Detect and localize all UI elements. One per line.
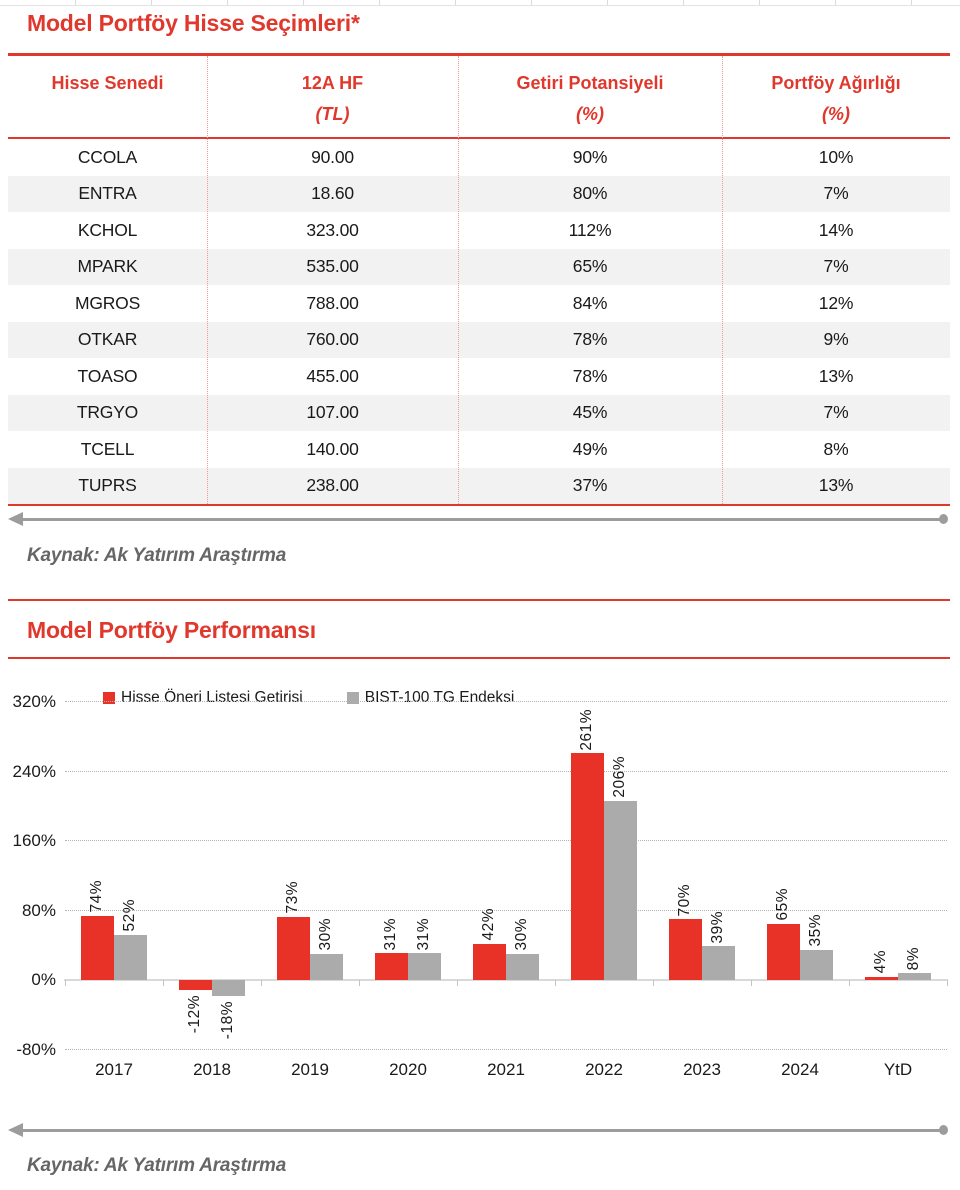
ticker-cell: MGROS [74, 292, 141, 313]
ticker-cell: MPARK [77, 256, 138, 277]
column-separator [722, 56, 723, 504]
value-cell: 37% [572, 475, 608, 496]
ticker-cell: CCOLA [77, 146, 138, 167]
bar-value-label: 35% [806, 914, 824, 947]
chart-bar [408, 953, 441, 980]
legend-item [347, 689, 515, 707]
chart-bar [702, 946, 735, 980]
value-cell: 14% [818, 219, 854, 240]
axis-tick [947, 980, 948, 986]
chart-bar [506, 954, 539, 980]
title-underline [8, 657, 950, 659]
value-cell: 238.00 [306, 475, 359, 496]
range-arrow [8, 512, 948, 526]
spreadsheet-grid-strip [0, 0, 960, 6]
bar-value-label: 65% [773, 888, 791, 921]
value-cell: 45% [572, 402, 608, 423]
value-cell: 78% [572, 329, 608, 350]
y-axis-tick-label: 80% [21, 900, 56, 920]
bar-value-label: 74% [87, 880, 105, 913]
value-cell: 90.00 [311, 146, 354, 167]
gridline [65, 840, 947, 841]
x-axis-category-label: YtD [883, 1060, 913, 1079]
ticker-cell: TCELL [80, 438, 135, 459]
value-cell: 78% [572, 365, 608, 386]
table-row [8, 322, 950, 359]
chart-bar [277, 917, 310, 980]
legend-swatch-icon [347, 692, 359, 704]
value-cell: 760.00 [306, 329, 359, 350]
section-divider [8, 599, 950, 601]
range-arrow [8, 1123, 948, 1137]
chart-bar [375, 953, 408, 980]
value-cell: 10% [818, 146, 854, 167]
value-cell: 112% [568, 219, 612, 240]
section2-title: Model Portföy Performansı [27, 617, 316, 643]
bar-value-label: 261% [577, 708, 595, 751]
arrow-shaft [17, 1129, 943, 1132]
chart-bar [898, 973, 931, 980]
gridline [65, 1049, 947, 1050]
value-cell: 535.00 [306, 256, 359, 277]
arrow-end-dot-icon [939, 1125, 948, 1135]
value-cell: 13% [818, 365, 854, 386]
header-line2: (TL) [315, 104, 350, 124]
axis-tick [65, 980, 66, 986]
bar-value-label: 42% [479, 907, 497, 941]
table-body [8, 139, 950, 504]
ticker-cell: OTKAR [77, 329, 138, 350]
column-separator [207, 56, 208, 504]
table-row [8, 212, 950, 249]
legend-label: BIST-100 TG Endeksi [364, 689, 515, 706]
chart-bar [310, 954, 343, 980]
table-row [8, 285, 950, 322]
value-cell: 49% [572, 438, 608, 459]
x-axis-category-label: 2020 [389, 1060, 427, 1079]
value-cell: 65% [572, 256, 608, 277]
bar-value-label: 31% [381, 917, 399, 951]
value-cell: 84% [572, 292, 608, 313]
axis-tick [163, 980, 164, 986]
value-cell: 18.60 [311, 183, 354, 204]
bar-value-label: 52% [120, 899, 138, 932]
source-note-2: Kaynak: Ak Yatırım Araştırma [27, 1155, 287, 1176]
header-line1: Hisse Senedi [51, 73, 164, 93]
bar-value-label: 30% [316, 918, 334, 951]
header-line2: (%) [576, 104, 604, 124]
section1-title: Model Portföy Hisse Seçimleri* [27, 10, 360, 36]
table-header-cell [207, 62, 458, 129]
chart-bar [604, 801, 637, 980]
chart-bar [114, 935, 147, 980]
value-cell: 7% [823, 402, 849, 423]
value-cell: 80% [572, 183, 608, 204]
axis-tick [261, 980, 262, 986]
performance-chart [0, 688, 960, 1090]
x-axis-category-label: 2023 [683, 1060, 721, 1079]
x-axis-category-label: 2022 [585, 1060, 623, 1079]
axis-tick [359, 980, 360, 986]
chart-bar [179, 980, 212, 990]
y-axis-tick-label: -80% [16, 1039, 56, 1059]
arrow-shaft [17, 518, 943, 521]
value-cell: 90% [572, 146, 608, 167]
header-line1: Portföy Ağırlığı [771, 73, 901, 93]
chart-bar [800, 950, 833, 980]
ticker-cell: ENTRA [78, 183, 137, 204]
value-cell: 7% [823, 256, 849, 277]
ticker-cell: TRGYO [76, 402, 139, 423]
chart-legend [103, 688, 514, 708]
x-axis-category-label: 2024 [781, 1060, 819, 1079]
table-header-cell [458, 62, 722, 129]
table-row [8, 431, 950, 468]
value-cell: 323.00 [306, 219, 359, 240]
gridline [65, 701, 947, 702]
header-line2 [8, 99, 207, 129]
ticker-cell: TOASO [77, 365, 138, 386]
header-line1: Getiri Potansiyeli [516, 73, 664, 93]
header-line2: (%) [822, 104, 850, 124]
x-axis-category-label: 2018 [193, 1060, 231, 1079]
legend-swatch-icon [103, 692, 115, 704]
value-cell: 9% [823, 329, 849, 350]
ticker-cell: TUPRS [78, 475, 137, 496]
chart-bar [865, 977, 898, 980]
table-header-cell [8, 62, 207, 129]
table-row [8, 176, 950, 213]
y-axis-tick-label: 320% [12, 692, 56, 711]
bar-value-label: 8% [904, 946, 922, 971]
axis-tick [457, 980, 458, 986]
axis-tick [751, 980, 752, 986]
value-cell: 12% [818, 292, 854, 313]
x-axis-category-label: 2017 [95, 1060, 133, 1079]
axis-tick [849, 980, 850, 986]
table-row [8, 249, 950, 286]
bar-value-label: -18% [218, 1000, 236, 1039]
table-header-row [8, 62, 950, 129]
table-row [8, 468, 950, 505]
table-row [8, 395, 950, 432]
value-cell: 107.00 [306, 402, 359, 423]
value-cell: 7% [823, 183, 849, 204]
x-axis-category-label: 2021 [487, 1060, 525, 1079]
column-separator [458, 56, 459, 504]
bar-value-label: 206% [610, 756, 628, 799]
table-row [8, 358, 950, 395]
gridline [65, 771, 947, 772]
chart-bar [212, 980, 245, 996]
chart-bar [571, 753, 604, 980]
y-axis-tick-label: 160% [12, 831, 56, 850]
y-axis-tick-label: 240% [12, 761, 56, 781]
bar-value-label: 30% [512, 918, 530, 951]
table-row [8, 139, 950, 176]
chart-bar [81, 916, 114, 980]
chart-bar [473, 944, 506, 980]
value-cell: 455.00 [306, 365, 359, 386]
bar-value-label: 31% [414, 917, 432, 951]
arrow-end-dot-icon [939, 514, 948, 524]
axis-tick [653, 980, 654, 986]
bar-value-label: 73% [283, 881, 301, 914]
x-axis-category-label: 2019 [291, 1060, 329, 1079]
portfolio-table [8, 53, 950, 506]
legend-label: Hisse Öneri Listesi Getirisi [121, 689, 303, 706]
chart-bar [669, 919, 702, 980]
bar-value-label: -12% [185, 995, 203, 1034]
legend-item [103, 689, 303, 707]
value-cell: 788.00 [306, 292, 359, 313]
bar-value-label: 39% [708, 910, 726, 944]
chart-bar [767, 924, 800, 980]
value-cell: 8% [823, 438, 849, 459]
value-cell: 13% [818, 475, 854, 496]
table-header-cell [722, 62, 950, 129]
table-header [8, 56, 950, 139]
value-cell: 140.00 [306, 438, 359, 459]
bar-value-label: 70% [675, 883, 693, 917]
bar-value-label: 4% [871, 950, 889, 974]
ticker-cell: KCHOL [77, 219, 138, 240]
source-note-1: Kaynak: Ak Yatırım Araştırma [27, 545, 287, 566]
gridline [65, 910, 947, 911]
y-axis-tick-label: 0% [31, 970, 56, 989]
header-line1: 12A HF [301, 73, 364, 93]
axis-tick [555, 980, 556, 986]
